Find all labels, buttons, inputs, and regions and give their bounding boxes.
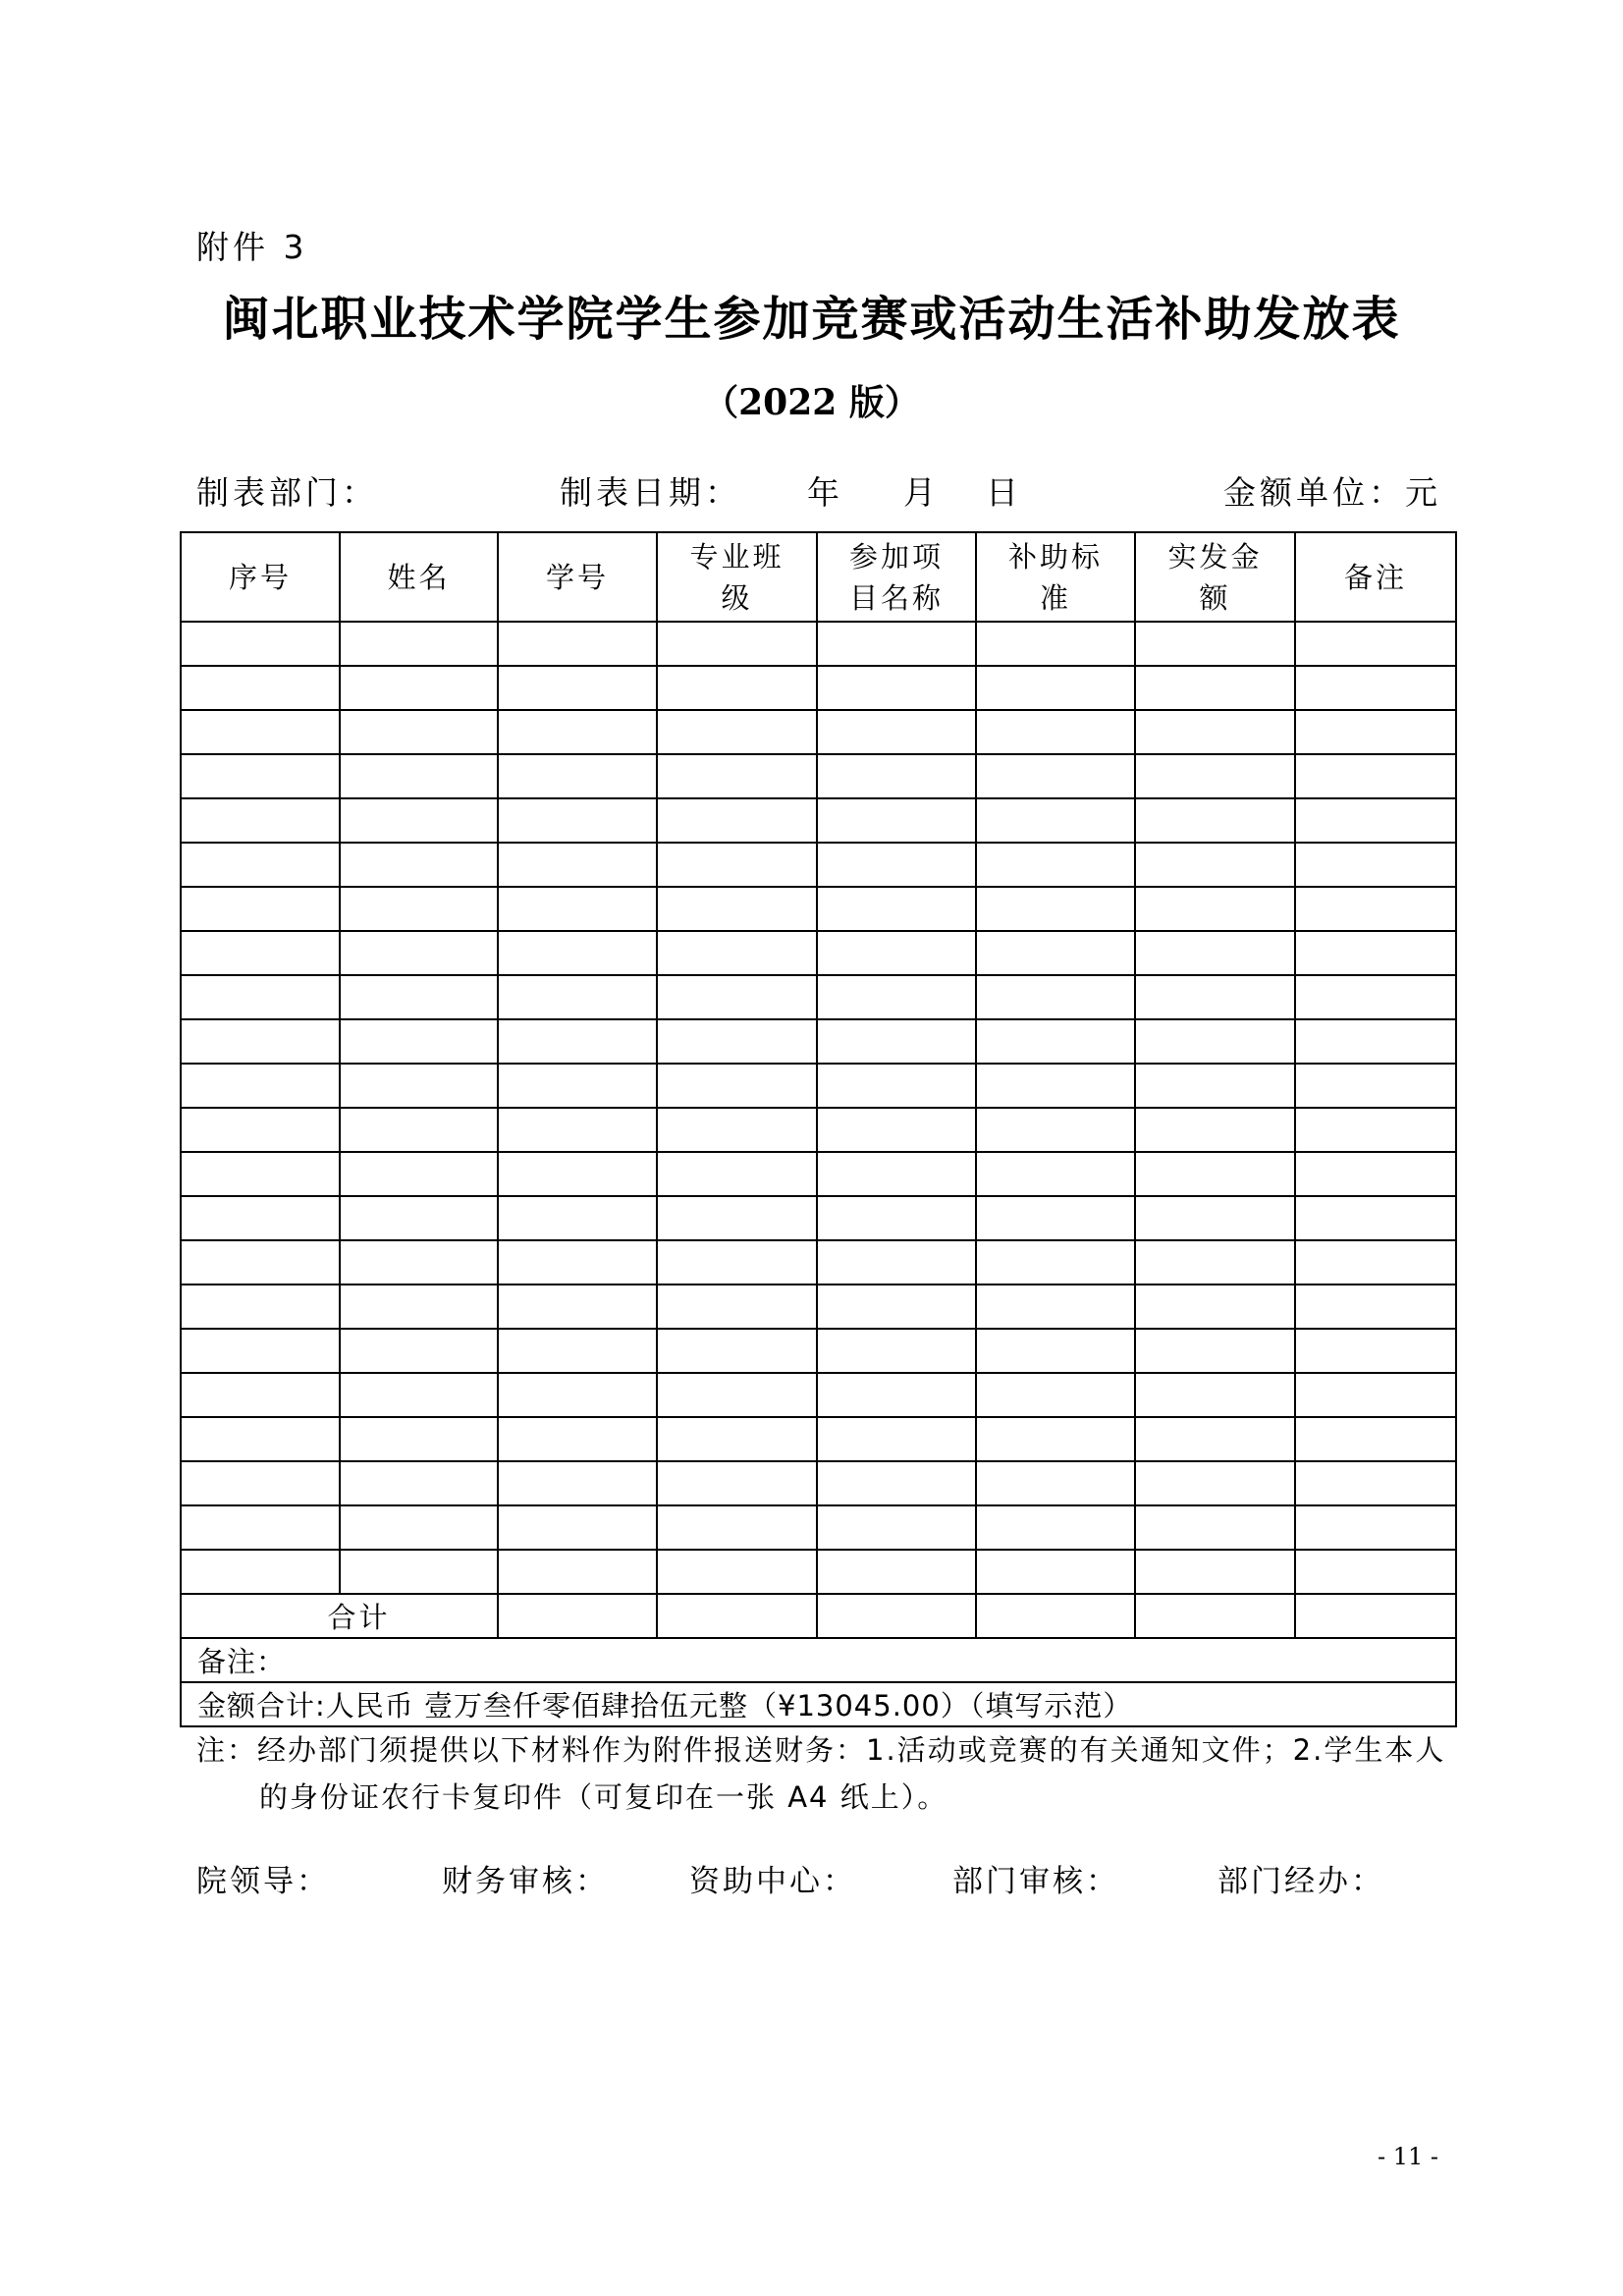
table-cell[interactable]: [181, 1152, 340, 1196]
table-header-row: [181, 532, 1456, 622]
meta-month-label: 月: [903, 473, 940, 512]
table-row: [181, 666, 1456, 710]
table-cell[interactable]: [340, 798, 498, 843]
table-cell[interactable]: [181, 1285, 340, 1329]
attachment-label: 附件 3: [196, 228, 308, 266]
total-cell[interactable]: [976, 1594, 1135, 1638]
table-cell[interactable]: [976, 887, 1135, 931]
table-row: [181, 1240, 1456, 1285]
table-cell[interactable]: [976, 931, 1135, 975]
instruction-note: [196, 1726, 1463, 1821]
table-cell[interactable]: [1295, 1108, 1456, 1152]
table-cell[interactable]: [181, 754, 340, 798]
table-cell[interactable]: [1295, 1550, 1456, 1594]
table-cell[interactable]: [1295, 1240, 1456, 1285]
meta-dept-label: 制表部门：: [196, 473, 378, 512]
table-cell[interactable]: [340, 887, 498, 931]
header-remarks-text: 备注: [1343, 560, 1407, 594]
header-project-name-line2: 目名称: [848, 580, 944, 615]
table-cell[interactable]: [181, 1550, 340, 1594]
table-cell[interactable]: [1295, 1285, 1456, 1329]
amount-total-row: [181, 1682, 1456, 1726]
table-cell[interactable]: [498, 1108, 657, 1152]
table-cell[interactable]: [817, 1329, 976, 1373]
table-cell[interactable]: [181, 1240, 340, 1285]
table-cell[interactable]: [817, 622, 976, 666]
table-cell[interactable]: [340, 975, 498, 1019]
table-cell[interactable]: [817, 666, 976, 710]
table-cell[interactable]: [1135, 1064, 1295, 1108]
table-cell[interactable]: [181, 1329, 340, 1373]
table-row: [181, 1373, 1456, 1417]
table-cell[interactable]: [657, 1550, 817, 1594]
table-row: [181, 710, 1456, 754]
table-cell[interactable]: [817, 1373, 976, 1417]
table-cell[interactable]: [817, 887, 976, 931]
table-cell[interactable]: [498, 666, 657, 710]
table-row: [181, 622, 1456, 666]
table-cell[interactable]: [817, 931, 976, 975]
subsidy-table: [180, 531, 1457, 1727]
table-cell[interactable]: [340, 622, 498, 666]
note-line-1: 注：经办部门须提供以下材料作为附件报送财务：1.活动或竞赛的有关通知文件；2.学生本人: [196, 1733, 1446, 1767]
table-cell[interactable]: [976, 1019, 1135, 1064]
table-cell[interactable]: [498, 1196, 657, 1240]
meta-unit-label: 金额单位：元: [1223, 473, 1441, 512]
table-cell[interactable]: [498, 1373, 657, 1417]
table-cell[interactable]: [181, 1196, 340, 1240]
table-cell[interactable]: [657, 887, 817, 931]
table-cell[interactable]: [340, 754, 498, 798]
table-cell[interactable]: [1135, 1152, 1295, 1196]
table-cell[interactable]: [340, 666, 498, 710]
table-cell[interactable]: [657, 931, 817, 975]
table-cell[interactable]: [181, 798, 340, 843]
table-cell[interactable]: [817, 1152, 976, 1196]
table-row: [181, 1019, 1456, 1064]
remark-field[interactable]: 备注：: [181, 1638, 1456, 1682]
table-cell[interactable]: [976, 1550, 1135, 1594]
table-cell[interactable]: [657, 843, 817, 887]
table-cell[interactable]: [976, 1461, 1135, 1505]
table-cell[interactable]: [817, 798, 976, 843]
table-cell[interactable]: [340, 1240, 498, 1285]
table-cell[interactable]: [1135, 931, 1295, 975]
table-cell[interactable]: [657, 975, 817, 1019]
table-row: [181, 1108, 1456, 1152]
table-cell[interactable]: [817, 1064, 976, 1108]
table-cell[interactable]: [1295, 1152, 1456, 1196]
table-cell[interactable]: [976, 1196, 1135, 1240]
header-project-name-line1: 参加项: [848, 539, 944, 574]
amount-total-field[interactable]: 金额合计:人民币 壹万叁仟零佰肆拾伍元整（¥13045.00）（填写示范）: [181, 1682, 1456, 1726]
table-cell[interactable]: [340, 1064, 498, 1108]
meta-year-label: 年: [807, 473, 843, 512]
table-cell[interactable]: [657, 1064, 817, 1108]
table-cell[interactable]: [657, 1505, 817, 1550]
table-cell[interactable]: [817, 1108, 976, 1152]
table-cell[interactable]: [181, 1461, 340, 1505]
table-cell[interactable]: [1135, 1550, 1295, 1594]
table-cell[interactable]: [657, 1196, 817, 1240]
signature-leader: 院领导：: [196, 1864, 330, 1899]
table-cell[interactable]: [1135, 622, 1295, 666]
table-cell[interactable]: [340, 710, 498, 754]
table-row: [181, 1461, 1456, 1505]
table-cell[interactable]: [817, 975, 976, 1019]
table-cell[interactable]: [498, 798, 657, 843]
table-cell[interactable]: [657, 1108, 817, 1152]
meta-day-label: 日: [986, 473, 1022, 512]
table-cell[interactable]: [498, 710, 657, 754]
table-row: [181, 887, 1456, 931]
table-cell[interactable]: [976, 622, 1135, 666]
table-cell[interactable]: [657, 1152, 817, 1196]
table-cell[interactable]: [498, 1064, 657, 1108]
page-title: 闽北职业技术学院学生参加竞赛或活动生活补助发放表: [222, 292, 1401, 347]
table-cell[interactable]: [1135, 1285, 1295, 1329]
table-cell[interactable]: [976, 798, 1135, 843]
table-cell[interactable]: [1135, 1196, 1295, 1240]
total-label: 合计: [181, 1594, 498, 1638]
table-cell[interactable]: [976, 1373, 1135, 1417]
total-cell[interactable]: [1295, 1594, 1456, 1638]
signature-dept-review: 部门审核：: [952, 1864, 1119, 1899]
table-cell[interactable]: [181, 710, 340, 754]
table-row: [181, 931, 1456, 975]
table-row: [181, 843, 1456, 887]
header-serial: [181, 532, 340, 622]
note-line-2: 的身份证农行卡复印件（可复印在一张 A4 纸上）。: [259, 1780, 948, 1814]
signature-dept-handler: 部门经办：: [1217, 1864, 1384, 1899]
table-cell[interactable]: [657, 798, 817, 843]
table-cell[interactable]: [498, 887, 657, 931]
header-remarks: [1295, 532, 1456, 622]
header-major-class: [657, 532, 817, 622]
table-cell[interactable]: [340, 1550, 498, 1594]
table-cell[interactable]: [1135, 1329, 1295, 1373]
table-cell[interactable]: [181, 931, 340, 975]
table-cell[interactable]: [1295, 1064, 1456, 1108]
table-cell[interactable]: [1295, 843, 1456, 887]
header-subsidy-standard: [976, 532, 1135, 622]
table-cell[interactable]: [498, 1285, 657, 1329]
table-cell[interactable]: [498, 1505, 657, 1550]
table-cell[interactable]: [817, 843, 976, 887]
table-cell[interactable]: [976, 1240, 1135, 1285]
header-subsidy-standard-line1: 补助标: [1007, 539, 1103, 574]
total-cell[interactable]: [817, 1594, 976, 1638]
table-cell[interactable]: [181, 666, 340, 710]
table-cell[interactable]: [498, 622, 657, 666]
table-cell[interactable]: [340, 931, 498, 975]
header-student-id-text: 学号: [545, 560, 609, 594]
table-cell[interactable]: [1135, 1505, 1295, 1550]
table-row: [181, 1196, 1456, 1240]
table-cell[interactable]: [976, 843, 1135, 887]
table-cell[interactable]: [498, 1550, 657, 1594]
table-cell[interactable]: [498, 1152, 657, 1196]
table-cell[interactable]: [1135, 1417, 1295, 1461]
table-cell[interactable]: [657, 710, 817, 754]
table-cell[interactable]: [340, 1417, 498, 1461]
table-cell[interactable]: [1135, 798, 1295, 843]
header-major-class-line1: 专业班: [689, 539, 784, 574]
table-cell[interactable]: [1295, 1019, 1456, 1064]
table-cell[interactable]: [181, 1505, 340, 1550]
table-cell[interactable]: [181, 887, 340, 931]
table-cell[interactable]: [1135, 843, 1295, 887]
total-cell[interactable]: [1135, 1594, 1295, 1638]
table-cell[interactable]: [340, 1108, 498, 1152]
table-cell[interactable]: [1295, 710, 1456, 754]
header-major-class-line2: 级: [721, 580, 753, 615]
table-cell[interactable]: [498, 1019, 657, 1064]
table-cell[interactable]: [1295, 1373, 1456, 1417]
table-cell[interactable]: [1295, 1461, 1456, 1505]
table-cell[interactable]: [1135, 754, 1295, 798]
table-cell[interactable]: [1295, 1417, 1456, 1461]
table-cell[interactable]: [976, 1329, 1135, 1373]
table-cell[interactable]: [340, 1329, 498, 1373]
table-cell[interactable]: [657, 1461, 817, 1505]
table-cell[interactable]: [181, 1373, 340, 1417]
table-cell[interactable]: [817, 1196, 976, 1240]
table-cell[interactable]: [1135, 1019, 1295, 1064]
page-number: - 11 -: [1377, 2143, 1438, 2170]
table-cell[interactable]: [817, 1019, 976, 1064]
table-cell[interactable]: [1135, 887, 1295, 931]
table-cell[interactable]: [657, 1240, 817, 1285]
table-cell[interactable]: [1135, 1108, 1295, 1152]
table-cell[interactable]: [340, 1196, 498, 1240]
table-cell[interactable]: [1295, 1196, 1456, 1240]
table-cell[interactable]: [657, 622, 817, 666]
header-name: [340, 532, 498, 622]
signature-finance: 财务审核：: [442, 1864, 609, 1899]
table-cell[interactable]: [817, 1505, 976, 1550]
table-row: [181, 1285, 1456, 1329]
remark-row: [181, 1638, 1456, 1682]
table-row: [181, 1417, 1456, 1461]
table-cell[interactable]: [976, 1152, 1135, 1196]
table-cell[interactable]: [657, 1019, 817, 1064]
table-cell[interactable]: [817, 1240, 976, 1285]
total-row: [181, 1594, 1456, 1638]
table-cell[interactable]: [181, 1417, 340, 1461]
table-row: [181, 1064, 1456, 1108]
table-cell[interactable]: [976, 1064, 1135, 1108]
table-cell[interactable]: [817, 1285, 976, 1329]
table-cell[interactable]: [1295, 1329, 1456, 1373]
table-cell[interactable]: [817, 1550, 976, 1594]
table-cell[interactable]: [976, 666, 1135, 710]
table-cell[interactable]: [1295, 754, 1456, 798]
total-cell[interactable]: [657, 1594, 817, 1638]
table-cell[interactable]: [1295, 798, 1456, 843]
header-actual-amount-line2: 额: [1199, 580, 1231, 615]
table-row: [181, 1329, 1456, 1373]
header-actual-amount-line1: 实发金: [1167, 539, 1263, 574]
table-cell[interactable]: [340, 1152, 498, 1196]
table-cell[interactable]: [181, 975, 340, 1019]
table-cell[interactable]: [340, 1373, 498, 1417]
table-row: [181, 1505, 1456, 1550]
total-cell[interactable]: [498, 1594, 657, 1638]
table-cell[interactable]: [976, 975, 1135, 1019]
table-row: [181, 975, 1456, 1019]
table-cell[interactable]: [498, 1417, 657, 1461]
header-project-name: [817, 532, 976, 622]
table-cell[interactable]: [657, 1417, 817, 1461]
table-cell[interactable]: [976, 1417, 1135, 1461]
table-cell[interactable]: [1295, 666, 1456, 710]
table-cell[interactable]: [657, 1373, 817, 1417]
table-cell[interactable]: [1135, 666, 1295, 710]
table-cell[interactable]: [340, 1505, 498, 1550]
table-cell[interactable]: [657, 666, 817, 710]
table-cell[interactable]: [817, 754, 976, 798]
table-cell[interactable]: [1135, 710, 1295, 754]
table-cell[interactable]: [181, 1019, 340, 1064]
table-cell[interactable]: [181, 1064, 340, 1108]
table-cell[interactable]: [1135, 975, 1295, 1019]
table-row: [181, 1550, 1456, 1594]
table-cell[interactable]: [1295, 1505, 1456, 1550]
meta-date-label: 制表日期：: [560, 473, 741, 512]
table-row: [181, 798, 1456, 843]
table-row: [181, 1152, 1456, 1196]
table-cell[interactable]: [817, 710, 976, 754]
table-cell[interactable]: [976, 754, 1135, 798]
header-actual-amount: [1135, 532, 1295, 622]
table-cell[interactable]: [498, 931, 657, 975]
signature-aid-center: 资助中心：: [689, 1864, 856, 1899]
header-student-id: [498, 532, 657, 622]
table-cell[interactable]: [817, 1461, 976, 1505]
table-cell[interactable]: [498, 975, 657, 1019]
table-cell[interactable]: [976, 710, 1135, 754]
header-subsidy-standard-line2: 准: [1039, 580, 1071, 615]
table-cell[interactable]: [181, 1108, 340, 1152]
table-cell[interactable]: [498, 1461, 657, 1505]
table-cell[interactable]: [976, 1108, 1135, 1152]
table-cell[interactable]: [1295, 975, 1456, 1019]
table-cell[interactable]: [340, 1285, 498, 1329]
table-cell[interactable]: [181, 622, 340, 666]
table-cell[interactable]: [976, 1505, 1135, 1550]
table-cell[interactable]: [498, 1329, 657, 1373]
table-cell[interactable]: [1135, 1240, 1295, 1285]
header-name-text: 姓名: [387, 560, 451, 594]
table-cell[interactable]: [498, 843, 657, 887]
table-cell[interactable]: [1295, 931, 1456, 975]
table-cell[interactable]: [976, 1285, 1135, 1329]
table-cell[interactable]: [181, 843, 340, 887]
table-cell[interactable]: [498, 1240, 657, 1285]
table-cell[interactable]: [340, 843, 498, 887]
table-cell[interactable]: [657, 1329, 817, 1373]
table-row: [181, 754, 1456, 798]
table-cell[interactable]: [657, 1285, 817, 1329]
header-serial-text: 序号: [228, 560, 292, 594]
table-cell[interactable]: [498, 754, 657, 798]
table-cell[interactable]: [657, 754, 817, 798]
table-body: [181, 622, 1456, 1726]
table-cell[interactable]: [817, 1417, 976, 1461]
table-cell[interactable]: [340, 1461, 498, 1505]
edition-label: （2022 版）: [703, 382, 920, 423]
table-cell[interactable]: [1295, 887, 1456, 931]
table-cell[interactable]: [340, 1019, 498, 1064]
table-cell[interactable]: [1135, 1461, 1295, 1505]
table-cell[interactable]: [1135, 1373, 1295, 1417]
table-cell[interactable]: [1295, 622, 1456, 666]
